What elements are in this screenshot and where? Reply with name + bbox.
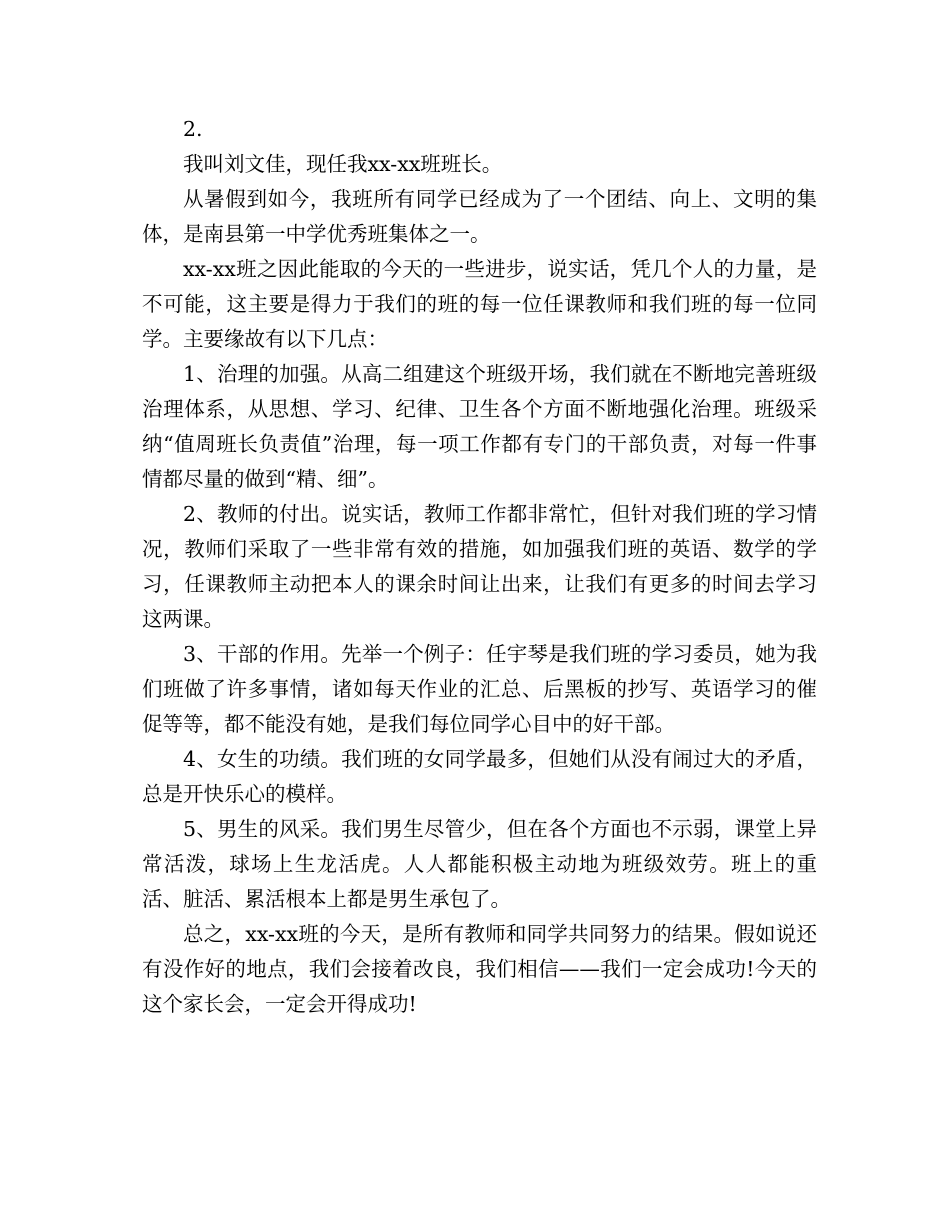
paragraph-point-5: 5、男生的风采。我们男生尽管少，但在各个方面也不示弱，课堂上异常活泼，球场上生龙活虎。人人都能积极主动地为班级效劳。班上的重活、脏活、累活根本上都是男生承包了。: [142, 817, 817, 911]
paragraph-intro: 我叫刘文佳，现任我xx-xx班班长。: [183, 152, 503, 176]
paragraph-conclusion: 总之，xx-xx班的今天，是所有教师和同学共同努力的结果。假如说还有没作好的地点，我们会接着改良，我们相信——我们一定会成功!今天的这个家长会，一定会开得成功!: [142, 922, 817, 1016]
paragraph-point-4: 4、女生的功绩。我们班的女同学最多，但她们从没有闹过大的矛盾，总是开快乐心的模样。: [142, 747, 817, 806]
paragraph-class-summary: 从暑假到如今，我班所有同学已经成为了一个团结、向上、文明的集体，是南县第一中学优秀班集体之一。: [142, 187, 817, 246]
paragraph-point-3: 3、干部的作用。先举一个例子：任宇琴是我们班的学习委员，她为我们班做了许多事情，诸如每天作业的汇总、后黑板的抄写、英语学习的催促等等，都不能没有她，是我们每位同学心目中的好干部。: [142, 642, 817, 736]
section-number: 2.: [183, 117, 203, 141]
paragraph-point-2: 2、教师的付出。说实话，教师工作都非常忙，但针对我们班的学习情况，教师们采取了一些非常有效的措施，如加强我们班的英语、数学的学习，任课教师主动把本人的课余时间让出来，让我们有更多的时间去学习这两课。: [142, 502, 817, 631]
paragraph-point-1: 1、治理的加强。从高二组建这个班级开场，我们就在不断地完善班级治理体系，从思想、学习、纪律、卫生各个方面不断地强化治理。班级采纳“值周班长负责值”治理，每一项工作都有专门的干部负责，对每一件事情都尽量的做到“精、细”。: [142, 362, 817, 491]
document-body: [142, 112, 817, 1022]
paragraph-reasons-intro: xx-xx班之因此能取的今天的一些进步，说实话，凭几个人的力量，是不可能，这主要是得力于我们的班的每一位任课教师和我们班的每一位同学。主要缘故有以下几点：: [142, 257, 817, 351]
